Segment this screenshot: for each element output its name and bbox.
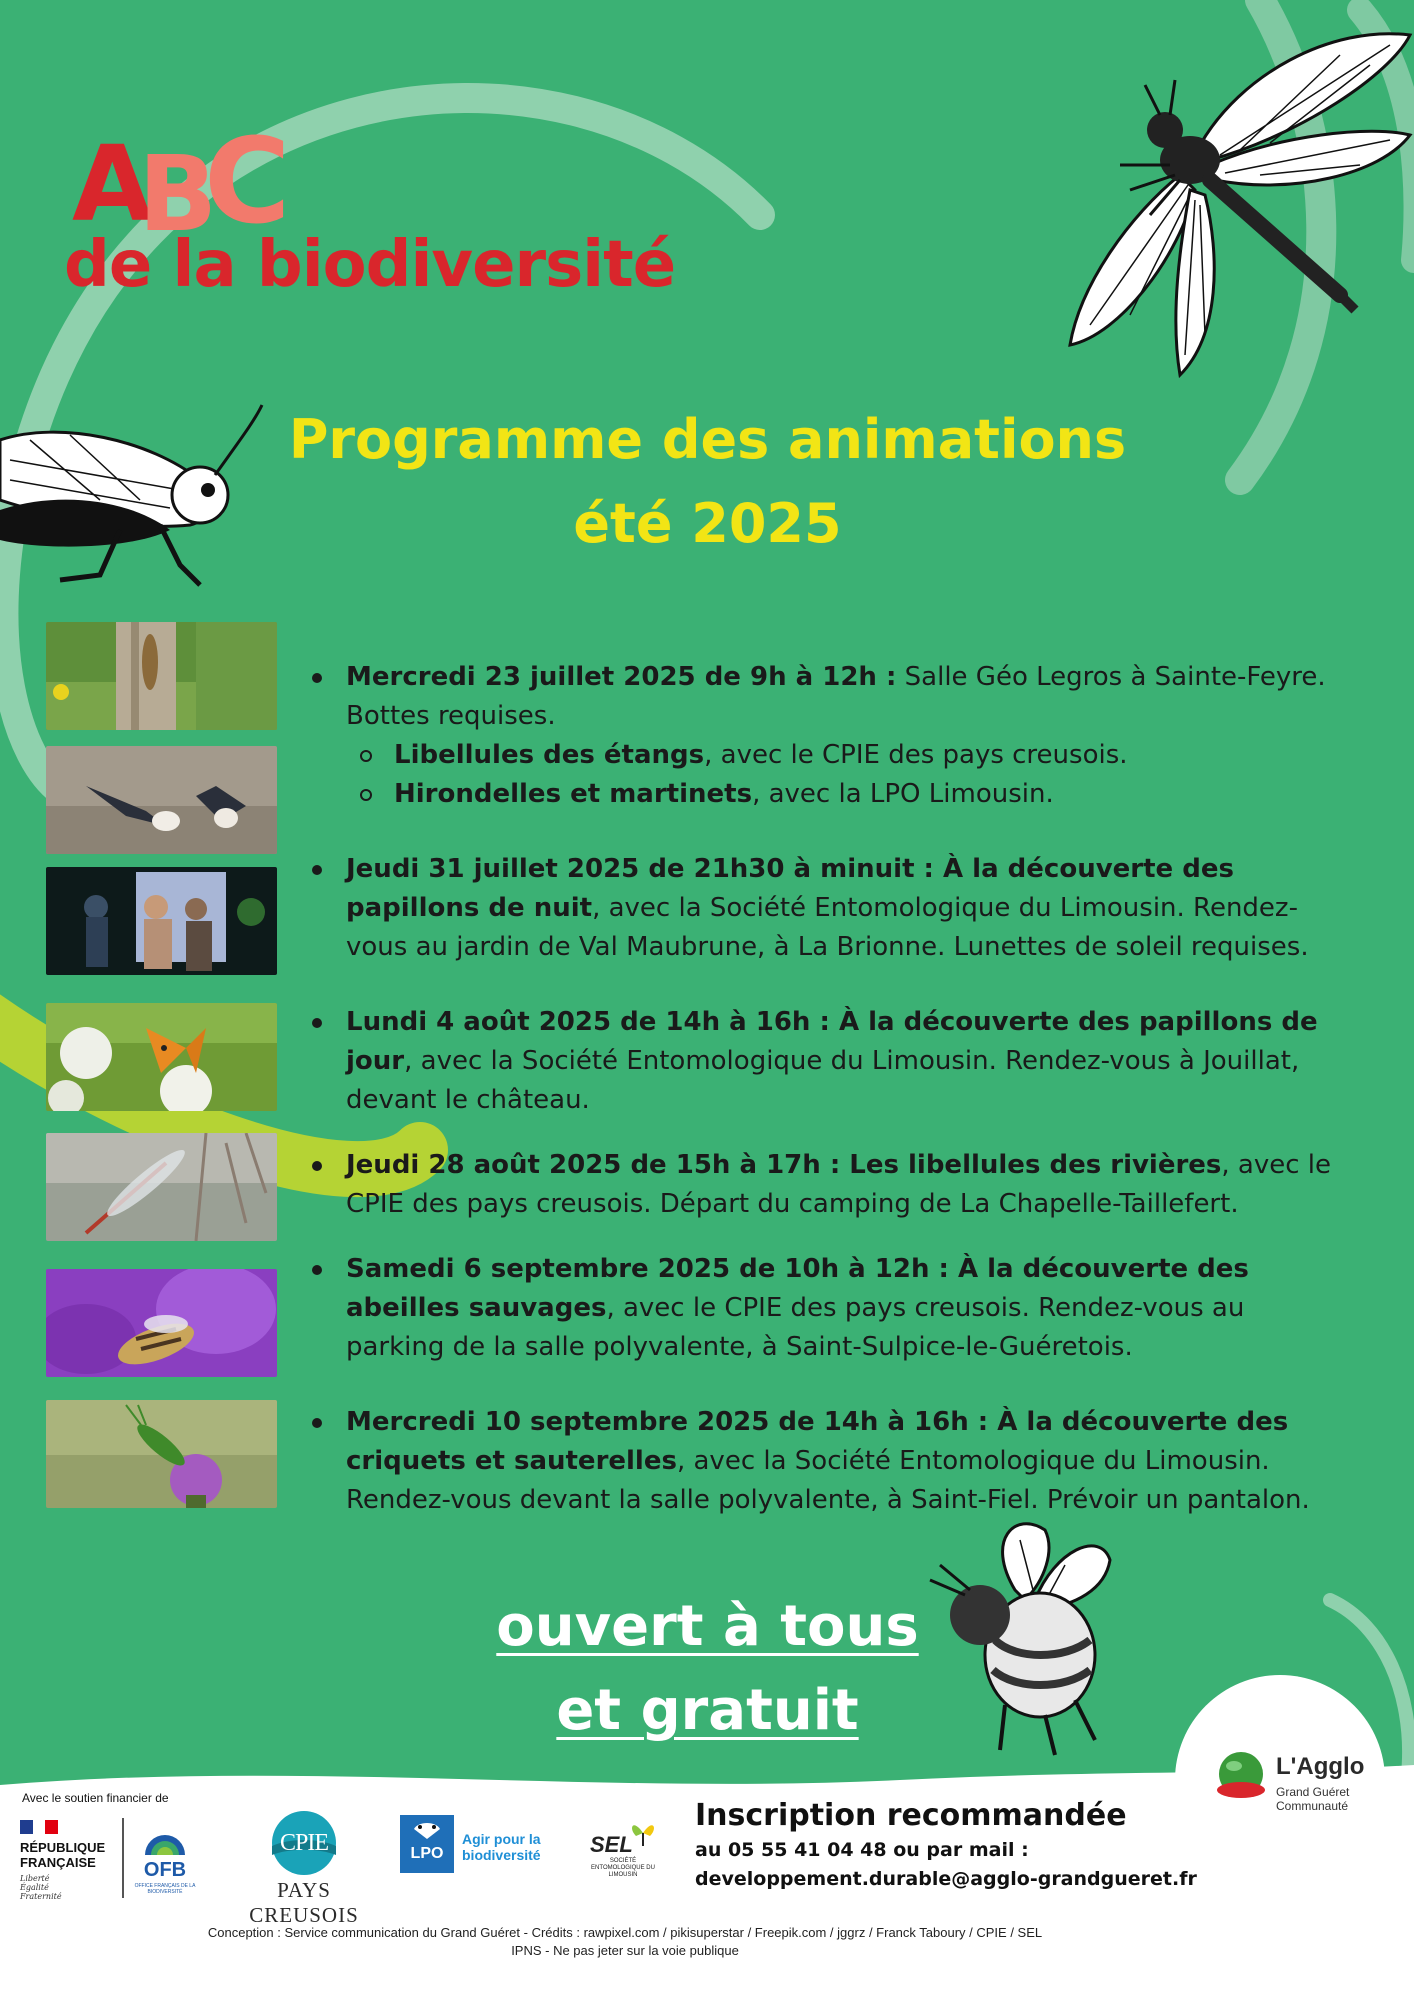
- sub-event-item: [346, 736, 1350, 775]
- sel-name: SEL: [590, 1832, 633, 1857]
- agglo-name: L'Agglo: [1276, 1753, 1365, 1780]
- republique-francaise-logo: [20, 1818, 138, 1901]
- event-item: [310, 850, 1350, 967]
- rf-name: RÉPUBLIQUE FRANÇAISE: [20, 1840, 106, 1870]
- open-line-1: ouvert à tous: [496, 1594, 919, 1659]
- ofb-name: OFB: [143, 1859, 187, 1881]
- copper-butterfly-photo: [46, 1003, 277, 1111]
- free-admission-banner: [440, 1585, 975, 1753]
- event-details: , avec la Société Entomologique du Limousin. Rendez-vous à Jouillat, devant le château.: [346, 1046, 1300, 1115]
- inscription-email[interactable]: developpement.durable@agglo-grandgueret.fr: [695, 1868, 1197, 1890]
- swallows-photo: [46, 746, 277, 854]
- event-date-heading: Samedi 6 septembre 2025 de 10h à 12h : À la découverte des abeilles sauvages: [346, 1254, 1249, 1323]
- cpie-logo: [224, 1810, 384, 1927]
- event-details: , avec la Société Entomologique du Limousin. Rendez-vous devant la salle polyvalente, à Saint-Fiel. Prévoir un pantalon.: [346, 1446, 1310, 1515]
- event-item: [310, 658, 1350, 814]
- lpo-logo: [400, 1815, 570, 1875]
- logo-letter-b: B: [138, 133, 212, 255]
- abc-logo: [60, 112, 700, 320]
- agglo-sub: [1276, 1785, 1349, 1813]
- event-item: [310, 1403, 1350, 1520]
- sel-logo: [590, 1818, 666, 1878]
- lpo-bird-icon: [400, 1815, 454, 1873]
- event-date-heading: Mercredi 23 juillet 2025 de 9h à 12h :: [346, 662, 897, 692]
- credits-line-1: Conception : Service communication du Grand Guéret - Crédits : rawpixel.com / pikisuperstar / Freepik.com / jggrz / Franck Taboury / CPIE / SEL: [207, 1925, 1043, 1940]
- logo-letter-c: C: [204, 112, 285, 250]
- program-title: [240, 398, 1175, 566]
- event-item: [310, 1003, 1350, 1120]
- rf-motto: Liberté Égalité Fraternité: [20, 1874, 62, 1901]
- event-item: [310, 1250, 1350, 1367]
- cricket-illustration: [0, 400, 270, 590]
- inscription-title: Inscription recommandée: [695, 1798, 1127, 1833]
- cpie-name: CPIE: [279, 1830, 328, 1856]
- agglo-sub-line-1: Grand Guéret: [1276, 1785, 1350, 1799]
- support-label: Avec le soutien financier de: [22, 1791, 169, 1805]
- open-line-2: et gratuit: [556, 1678, 859, 1743]
- ofb-emblem-icon: [135, 1815, 195, 1859]
- event-details: , avec le CPIE des pays creusois. Départ du camping de La Chapelle-Taillefert.: [346, 1150, 1332, 1219]
- event-details: Salle Géo Legros à Sainte-Feyre. Bottes requises.: [346, 662, 1326, 731]
- logo-tagline: de la biodiversité: [64, 228, 676, 302]
- sub-event-title: Hirondelles et martinets: [394, 779, 753, 809]
- event-item: [310, 1146, 1350, 1224]
- agglo-sub-line-2: Communauté: [1276, 1799, 1349, 1813]
- abc-letters: [72, 112, 332, 255]
- sub-event-details: , avec le CPIE des pays creusois.: [704, 740, 1128, 770]
- event-date-heading: Lundi 4 août 2025 de 14h à 16h : À la découverte des papillons de jour: [346, 1007, 1318, 1076]
- bee-on-flower-photo: [46, 1269, 277, 1377]
- logo-letter-a: A: [72, 123, 147, 245]
- sub-event-details: , avec la LPO Limousin.: [752, 779, 1054, 809]
- sel-sub: SOCIÉTÉ ENTOMOLOGIQUE DU LIMOUSIN: [591, 1858, 655, 1878]
- event-details: , avec la Société Entomologique du Limousin. Rendez-vous au jardin de Val Maubrune, à La Brionne. Lunettes de soleil requises.: [346, 893, 1309, 962]
- credits: [0, 1924, 1250, 1960]
- lpo-name: LPO: [410, 1845, 444, 1862]
- lpo-tagline: Agir pour la biodiversité: [462, 1831, 541, 1863]
- grasshopper-on-thistle-photo: [46, 1400, 277, 1508]
- sub-event-item: [346, 775, 1350, 814]
- cpie-sub: PAYS CREUSOIS: [249, 1878, 359, 1927]
- damselfly-photo: [46, 1133, 277, 1241]
- dragonfly-illustration: [1040, 15, 1414, 395]
- credits-line-2: IPNS - Ne pas jeter sur la voie publique: [511, 1943, 739, 1958]
- french-flag-icon: [20, 1820, 58, 1834]
- dragonfly-on-post-photo: [46, 622, 277, 730]
- event-date-heading: Mercredi 10 septembre 2025 de 14h à 16h : À la découverte des criquets et sauterelles: [346, 1407, 1289, 1476]
- ofb-sub: OFFICE FRANÇAIS DE LA BIODIVERSITÉ: [134, 1883, 196, 1895]
- inscription-phone: au 05 55 41 04 48 ou par mail :: [695, 1839, 1029, 1861]
- event-details: , avec le CPIE des pays creusois. Rendez-vous au parking de la salle polyvalente, à Saint-Sulpice-le-Guéretois.: [346, 1293, 1245, 1362]
- sub-event-title: Libellules des étangs: [394, 740, 705, 770]
- title-line-2: été 2025: [573, 492, 842, 555]
- night-moth-watch-photo: [46, 867, 277, 975]
- inscription-info: [695, 1796, 1197, 1894]
- events-list: [310, 658, 1350, 1546]
- ofb-logo: [135, 1815, 195, 1897]
- event-date-heading: Jeudi 28 août 2025 de 15h à 17h : Les libellules des rivières: [346, 1150, 1222, 1180]
- title-line-1: Programme des animations: [288, 408, 1127, 471]
- event-date-heading: Jeudi 31 juillet 2025 de 21h30 à minuit : À la découverte des papillons de nuit: [346, 854, 1234, 923]
